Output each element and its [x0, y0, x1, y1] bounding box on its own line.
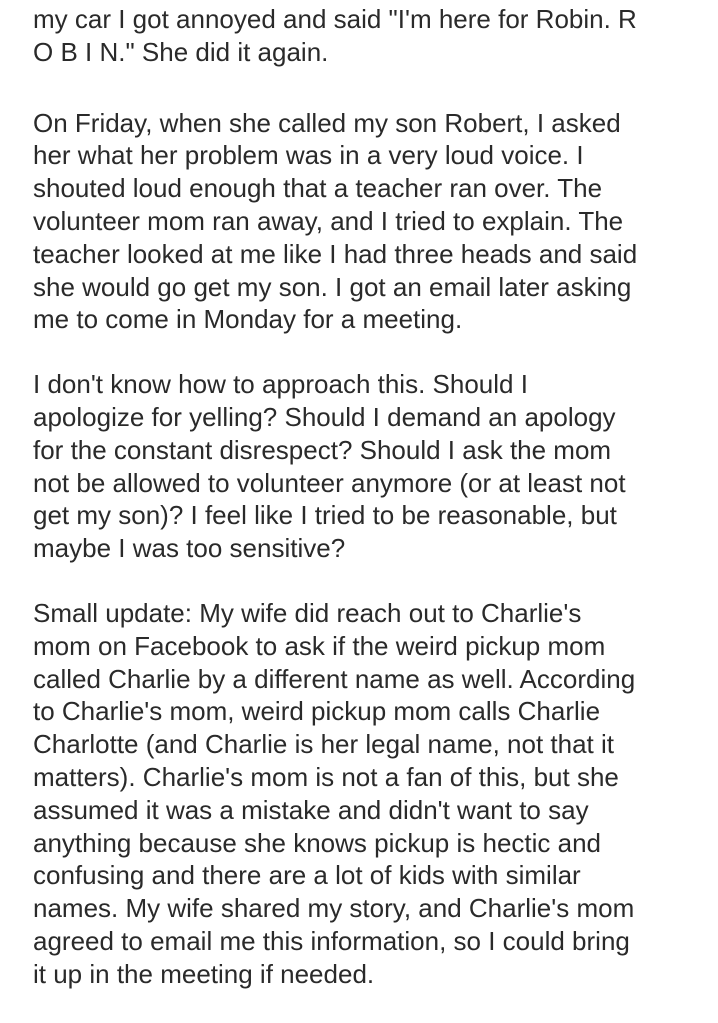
text-line: mom on Facebook to ask if the weird pickup mom [33, 630, 606, 661]
paragraph-4 [33, 597, 703, 991]
text-line: assumed it was a mistake and didn't want to say [33, 794, 589, 825]
text-line: shouted loud enough that a teacher ran over. The [33, 173, 603, 204]
text-line: she would go get my son. I got an email later asking [33, 271, 632, 302]
paragraph-3 [33, 368, 703, 565]
text-line: my car I got annoyed and said "I'm here for Robin. R [33, 4, 637, 34]
text-line: called Charlie by a different name as well. According [33, 663, 636, 694]
text-line: maybe I was too sensitive? [33, 533, 346, 564]
text-line: names. My wife shared my story, and Charlie's mom [33, 893, 635, 924]
text-line: it up in the meeting if needed. [33, 958, 375, 989]
text-line: Small update: My wife did reach out to Charlie's [33, 597, 582, 628]
text-line: for the constant disrespect? Should I ask the mom [33, 434, 612, 465]
text-line: her what her problem was in a very loud voice. I [33, 140, 584, 171]
text-line: not be allowed to volunteer anymore (or at least not [33, 467, 626, 498]
text-line: O B I N." She did it again. [33, 36, 329, 67]
text-line: me to come in Monday for a meeting. [33, 304, 463, 335]
text-line: teacher looked at me like I had three heads and said [33, 238, 638, 269]
text-line: On Friday, when she called my son Robert, I asked [33, 107, 621, 138]
text-line: I don't know how to approach this. Should I [33, 369, 528, 400]
text-line: agreed to email me this information, so I could bring [33, 925, 630, 956]
text-line: confusing and there are a lot of kids with similar [33, 860, 581, 891]
text-line: anything because she knows pickup is hectic and [33, 827, 602, 858]
text-line: apologize for yelling? Should I demand an apology [33, 401, 616, 432]
text-line: get my son)? I feel like I tried to be reasonable, but [33, 500, 617, 531]
text-line: to Charlie's mom, weird pickup mom calls Charlie [33, 696, 601, 727]
text-line: Charlotte (and Charlie is her legal name, not that it [33, 729, 614, 760]
text-line: matters). Charlie's mom is not a fan of this, but she [33, 761, 619, 792]
paragraph-2 [33, 107, 703, 337]
post-body [33, 0, 703, 1023]
paragraph-1 [33, 3, 703, 69]
text-line: volunteer mom ran away, and I tried to explain. The [33, 205, 624, 236]
